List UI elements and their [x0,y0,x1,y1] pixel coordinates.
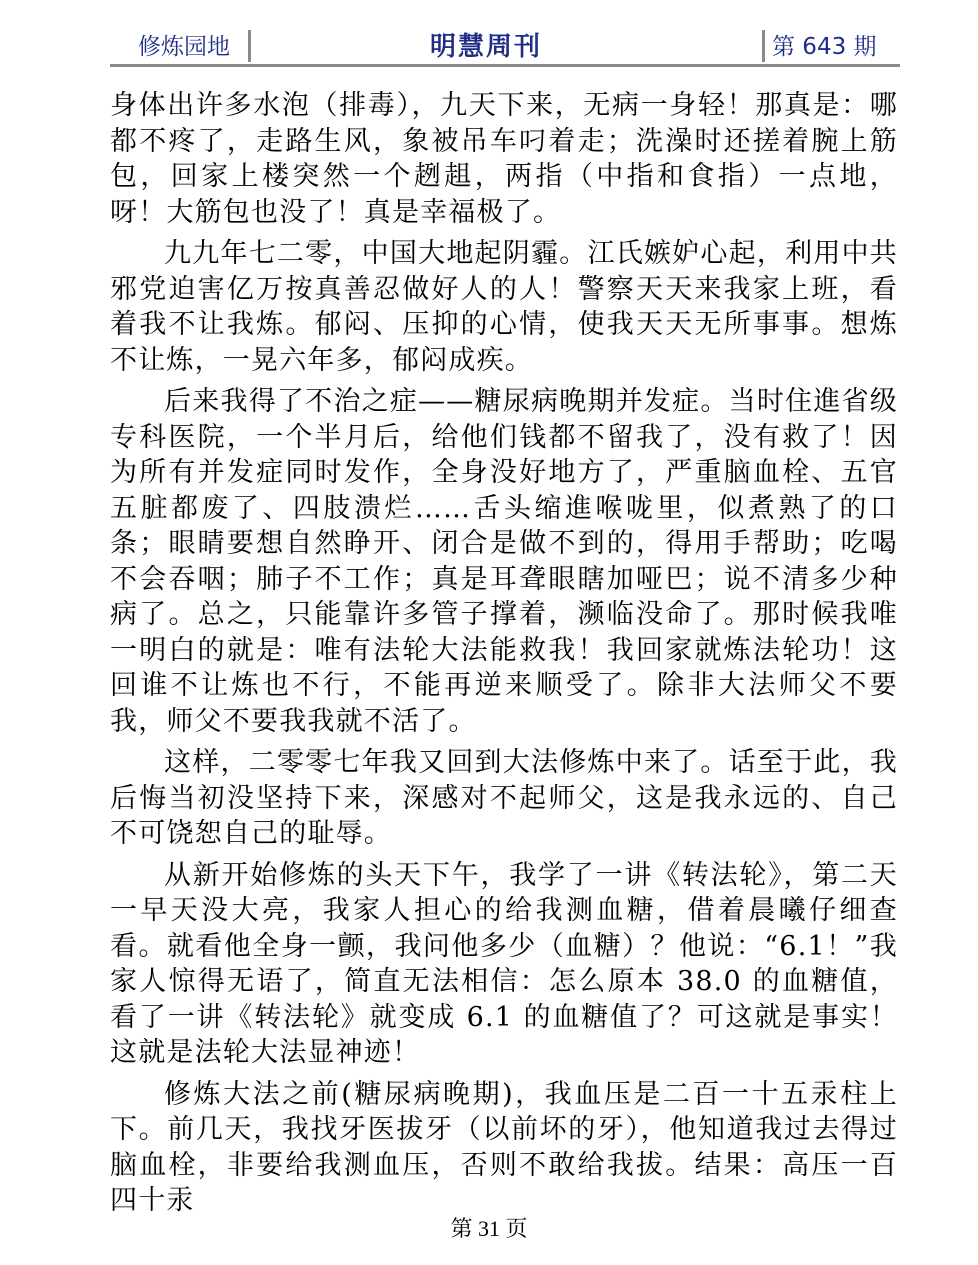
page-header [110,26,900,66]
paragraph: 修炼大法之前(糖尿病晚期)，我血压是二百一十五汞柱上下。前几天，我找牙医拔牙（以前坏的牙），他知道我过去得过脑血栓，非要给我测血压，否则不敢给我拔。结果：高压一百四十汞 [110,1078,898,1216]
publication-title: 明慧周刊 [430,32,543,62]
section-name: 修炼园地 [138,34,230,60]
issue-number: 第 643 期 [772,34,877,60]
page-number: 第 31 页 [450,1216,528,1241]
article-body [110,88,898,1225]
paragraph: 从新开始修炼的头天下午，我学了一讲《转法轮》，第二天一早天没大亮，我家人担心的给我测血糖，借着晨曦仔细查看。就看他全身一颤，我问他多少（血糖）？他说：“6.1！”我家人惊得无语了，简直无法相信：怎么原本 38.0 的血糖值，看了一讲《转法轮》就变成 6.1 的血糖值了？可这就是事实！这就是法轮大法显神迹！ [110,859,898,1068]
paragraph: 后来我得了不治之症——糖尿病晚期并发症。当时住進省级专科医院，一个半月后，给他们钱都不留我了，没有救了！因为所有并发症同时发作，全身没好地方了，严重脑血栓、五官五脏都废了、四肢溃烂……舌头缩進喉咙里，似煮熟了的口条；眼睛要想自然睁开、闭合是做不到的，得用手帮助；吃喝不会吞咽；肺子不工作；真是耳聋眼瞎加哑巴；说不清多少种病了。总之，只能靠许多管子撑着，濒临没命了。那时候我唯一明白的就是：唯有法轮大法能救我！我回家就炼法轮功！这回谁不让炼也不行，不能再逆来顺受了。除非大法师父不要我，师父不要我我就不活了。 [110,386,898,737]
paragraph: 这样，二零零七年我又回到大法修炼中来了。话至于此，我后悔当初没坚持下来，深感对不起师父，这是我永远的、自己不可饶恕自己的耻辱。 [110,747,898,849]
header-divider-right [762,30,765,62]
paragraph: 身体出许多水泡（排毒），九天下来，无病一身轻！那真是：哪都不疼了，走路生风，象被吊车叼着走；洗澡时还搓着腕上筋包，回家上楼突然一个趔趄，两指（中指和食指）一点地，呀！大筋包也没了！真是幸福极了。 [110,90,898,228]
header-rule [110,64,900,67]
paragraph: 九九年七二零，中国大地起阴霾。江氏嫉妒心起，利用中共邪党迫害亿万按真善忍做好人的人！警察天天来我家上班，看着我不让我炼。郁闷、压抑的心情，使我天天无所事事。想炼不让炼，一晃六年多，郁闷成疾。 [110,238,898,376]
header-divider-left [248,30,251,62]
